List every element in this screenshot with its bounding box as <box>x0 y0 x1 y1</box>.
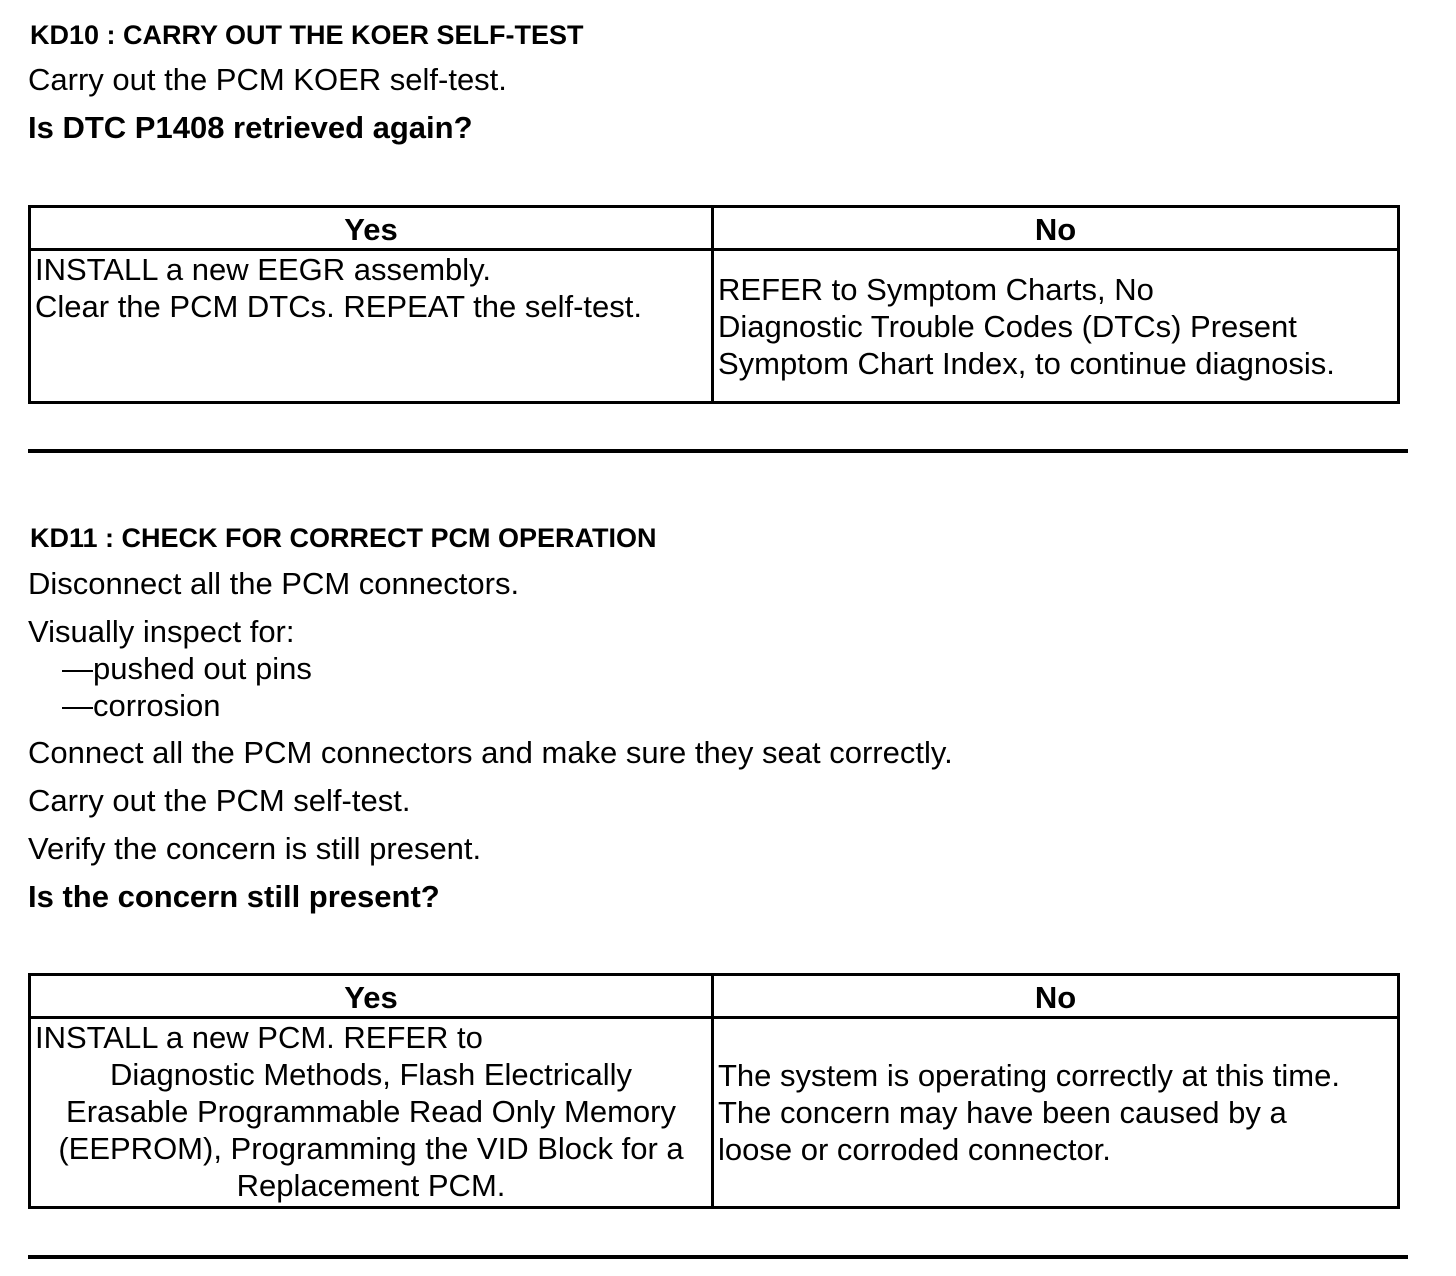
kd10-instruction: Carry out the PCM KOER self-test. <box>28 62 507 97</box>
kd11-yes-line: Replacement PCM. <box>236 1168 506 1203</box>
kd10-yes-cell <box>30 250 713 403</box>
kd11-yes-header: Yes <box>30 975 713 1018</box>
section-divider <box>28 449 1408 453</box>
kd10-no-header: No <box>713 207 1399 250</box>
kd11-instruction-selftest: Carry out the PCM self-test. <box>28 783 411 818</box>
kd11-yes-line: Erasable Programmable Read Only Memory <box>66 1094 676 1129</box>
kd11-no-line: The concern may have been caused by a <box>718 1095 1287 1130</box>
kd10-no-line: REFER to Symptom Charts, No <box>718 271 1154 307</box>
kd10-yes-header: Yes <box>30 207 713 250</box>
kd11-bullet-corrosion: —corrosion <box>62 688 221 723</box>
kd11-question: Is the concern still present? <box>28 879 440 914</box>
kd11-instruction-verify: Verify the concern is still present. <box>28 831 482 866</box>
kd11-no-line: The system is operating correctly at this time. <box>718 1058 1340 1093</box>
kd11-instruction-disconnect: Disconnect all the PCM connectors. <box>28 566 520 601</box>
kd10-result-table <box>28 205 1400 404</box>
kd10-title: KD10 : CARRY OUT THE KOER SELF-TEST <box>30 20 584 50</box>
kd11-no-cell <box>713 1018 1399 1208</box>
kd11-yes-line: (EEPROM), Programming the VID Block for a <box>58 1131 684 1166</box>
kd10-no-line: Symptom Chart Index, to continue diagnosis. <box>718 345 1335 381</box>
kd11-yes-line: INSTALL a new PCM. REFER to <box>35 1020 483 1055</box>
kd11-no-header: No <box>713 975 1399 1018</box>
section-divider <box>28 1255 1408 1259</box>
kd10-yes-line: INSTALL a new EEGR assembly. <box>35 252 491 287</box>
kd10-yes-line: Clear the PCM DTCs. REPEAT the self-test. <box>35 289 642 324</box>
kd10-question: Is DTC P1408 retrieved again? <box>28 110 473 145</box>
kd11-yes-line: Diagnostic Methods, Flash Electrically <box>109 1057 633 1092</box>
kd11-no-line: loose or corroded connector. <box>718 1132 1111 1167</box>
kd10-no-cell <box>713 250 1399 403</box>
kd11-title: KD11 : CHECK FOR CORRECT PCM OPERATION <box>30 523 657 553</box>
kd11-result-table <box>28 973 1400 1209</box>
kd11-instruction-connect: Connect all the PCM connectors and make sure they seat correctly. <box>28 735 953 770</box>
kd11-bullet-pins: —pushed out pins <box>62 651 312 686</box>
kd11-yes-cell <box>30 1018 713 1208</box>
kd10-no-line: Diagnostic Trouble Codes (DTCs) Present <box>718 308 1297 344</box>
kd11-instruction-inspect: Visually inspect for: <box>28 614 295 649</box>
